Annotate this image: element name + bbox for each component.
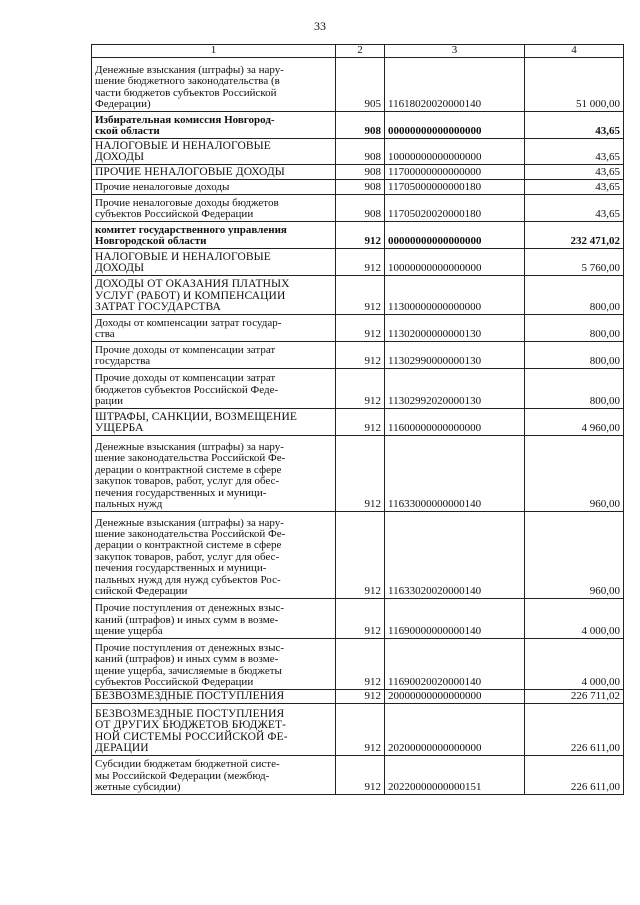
row-admin-code: 912 <box>336 249 385 276</box>
header-col-1: 1 <box>92 45 336 58</box>
row-admin-code: 908 <box>336 112 385 139</box>
table-row <box>92 756 624 795</box>
row-admin-code: 912 <box>336 690 385 704</box>
row-name: Прочие неналоговые доходы <box>92 180 336 195</box>
budget-revenue-table <box>91 44 624 795</box>
header-col-3: 3 <box>385 45 525 58</box>
row-budget-code: 11705020020000180 <box>385 195 525 222</box>
table-row <box>92 58 624 112</box>
row-budget-code: 10000000000000000 <box>385 249 525 276</box>
row-admin-code: 912 <box>336 512 385 599</box>
row-admin-code: 912 <box>336 704 385 756</box>
row-name: НАЛОГОВЫЕ И НЕНАЛОГОВЫЕ ДОХОДЫ <box>92 139 336 165</box>
row-amount: 4 000,00 <box>525 599 624 639</box>
row-amount: 800,00 <box>525 369 624 409</box>
row-amount: 232 471,02 <box>525 222 624 249</box>
row-admin-code: 908 <box>336 195 385 222</box>
row-budget-code: 11705000000000180 <box>385 180 525 195</box>
row-admin-code: 908 <box>336 139 385 165</box>
table-row <box>92 704 624 756</box>
row-admin-code: 912 <box>336 342 385 369</box>
row-budget-code: 20000000000000000 <box>385 690 525 704</box>
row-name: НАЛОГОВЫЕ И НЕНАЛОГОВЫЕ ДОХОДЫ <box>92 249 336 276</box>
table-row <box>92 342 624 369</box>
table-row <box>92 180 624 195</box>
table-body <box>92 58 624 795</box>
row-budget-code: 11302992020000130 <box>385 369 525 409</box>
table-row <box>92 195 624 222</box>
header-col-2: 2 <box>336 45 385 58</box>
table-row <box>92 512 624 599</box>
page-number: 33 <box>314 19 326 33</box>
row-amount: 51 000,00 <box>525 58 624 112</box>
row-name: БЕЗВОЗМЕЗДНЫЕ ПОСТУПЛЕНИЯ ОТ ДРУГИХ БЮДЖЕТОВ БЮДЖЕТ- НОЙ СИСТЕМЫ РОССИЙСКОЙ ФЕ- ДЕРАЦИИ <box>92 704 336 756</box>
row-name: ПРОЧИЕ НЕНАЛОГОВЫЕ ДОХОДЫ <box>92 165 336 180</box>
row-name: Прочие поступления от денежных взыс- каний (штрафов) и иных сумм в возме- щение ущерба, зачисляемые в бюджеты субъектов Российской Федерации <box>92 639 336 690</box>
row-budget-code: 11633020020000140 <box>385 512 525 599</box>
row-name: Доходы от компенсации затрат государ- ства <box>92 315 336 342</box>
row-amount: 226 711,02 <box>525 690 624 704</box>
row-budget-code: 11700000000000000 <box>385 165 525 180</box>
row-name: Прочие доходы от компенсации затрат бюджетов субъектов Российской Феде- рации <box>92 369 336 409</box>
row-amount: 960,00 <box>525 436 624 512</box>
row-admin-code: 912 <box>336 276 385 315</box>
row-amount: 226 611,00 <box>525 756 624 795</box>
row-amount: 4 960,00 <box>525 409 624 436</box>
table-row <box>92 690 624 704</box>
header-row <box>92 45 624 58</box>
row-admin-code: 912 <box>336 409 385 436</box>
row-budget-code: 00000000000000000 <box>385 112 525 139</box>
table-row <box>92 139 624 165</box>
row-amount: 5 760,00 <box>525 249 624 276</box>
table-row <box>92 409 624 436</box>
row-amount: 43,65 <box>525 165 624 180</box>
table-row <box>92 369 624 409</box>
table-row <box>92 639 624 690</box>
row-budget-code: 11302990000000130 <box>385 342 525 369</box>
row-admin-code: 908 <box>336 165 385 180</box>
table-row <box>92 315 624 342</box>
row-amount: 800,00 <box>525 315 624 342</box>
row-admin-code: 912 <box>336 599 385 639</box>
row-amount: 226 611,00 <box>525 704 624 756</box>
row-name: ДОХОДЫ ОТ ОКАЗАНИЯ ПЛАТНЫХ УСЛУГ (РАБОТ) И КОМПЕНСАЦИИ ЗАТРАТ ГОСУДАРСТВА <box>92 276 336 315</box>
row-admin-code: 912 <box>336 369 385 409</box>
table-row <box>92 276 624 315</box>
table-row <box>92 112 624 139</box>
row-budget-code: 11302000000000130 <box>385 315 525 342</box>
row-name: Денежные взыскания (штрафы) за нару- шение законодательства Российской Фе- дерации о контрактной системе в сфере закупок товаров, работ, услуг для обес- печения государственных и муници- пальных нужд <box>92 436 336 512</box>
row-name: Прочие доходы от компенсации затрат государства <box>92 342 336 369</box>
row-name: Субсидии бюджетам бюджетной систе- мы Российской Федерации (межбюд- жетные субсидии) <box>92 756 336 795</box>
table-row <box>92 249 624 276</box>
row-amount: 960,00 <box>525 512 624 599</box>
table-row <box>92 599 624 639</box>
row-name: Прочие неналоговые доходы бюджетов субъектов Российской Федерации <box>92 195 336 222</box>
row-amount: 43,65 <box>525 139 624 165</box>
row-admin-code: 905 <box>336 58 385 112</box>
row-budget-code: 11633000000000140 <box>385 436 525 512</box>
row-name: Прочие поступления от денежных взыс- каний (штрафов) и иных сумм в возме- щение ущерба <box>92 599 336 639</box>
row-budget-code: 10000000000000000 <box>385 139 525 165</box>
header-col-4: 4 <box>525 45 624 58</box>
row-budget-code: 11690000000000140 <box>385 599 525 639</box>
table-row <box>92 165 624 180</box>
row-amount: 4 000,00 <box>525 639 624 690</box>
row-admin-code: 912 <box>336 222 385 249</box>
row-budget-code: 20200000000000000 <box>385 704 525 756</box>
row-admin-code: 912 <box>336 756 385 795</box>
row-budget-code: 11618020020000140 <box>385 58 525 112</box>
row-name: Денежные взыскания (штрафы) за нару- шение бюджетного законодательства (в части бюджетов субъектов Российской Федерации) <box>92 58 336 112</box>
row-name: БЕЗВОЗМЕЗДНЫЕ ПОСТУПЛЕНИЯ <box>92 690 336 704</box>
row-name: комитет государственного управления Новгородской области <box>92 222 336 249</box>
row-amount: 43,65 <box>525 195 624 222</box>
row-name: Избирательная комиссия Новгород- ской области <box>92 112 336 139</box>
row-admin-code: 912 <box>336 436 385 512</box>
row-amount: 800,00 <box>525 342 624 369</box>
row-amount: 43,65 <box>525 180 624 195</box>
row-admin-code: 912 <box>336 315 385 342</box>
table-row <box>92 222 624 249</box>
row-admin-code: 912 <box>336 639 385 690</box>
row-budget-code: 11600000000000000 <box>385 409 525 436</box>
row-budget-code: 20220000000000151 <box>385 756 525 795</box>
table-row <box>92 436 624 512</box>
row-budget-code: 00000000000000000 <box>385 222 525 249</box>
row-admin-code: 908 <box>336 180 385 195</box>
row-budget-code: 11690020020000140 <box>385 639 525 690</box>
row-amount: 43,65 <box>525 112 624 139</box>
row-amount: 800,00 <box>525 276 624 315</box>
row-name: ШТРАФЫ, САНКЦИИ, ВОЗМЕЩЕНИЕ УЩЕРБА <box>92 409 336 436</box>
row-name: Денежные взыскания (штрафы) за нару- шение законодательства Российской Фе- дерации о контрактной системе в сфере закупок товаров, работ, услуг для обес- печения государственных и муници- пальных нужд для нужд субъектов Рос- сийской Федерации <box>92 512 336 599</box>
row-budget-code: 11300000000000000 <box>385 276 525 315</box>
